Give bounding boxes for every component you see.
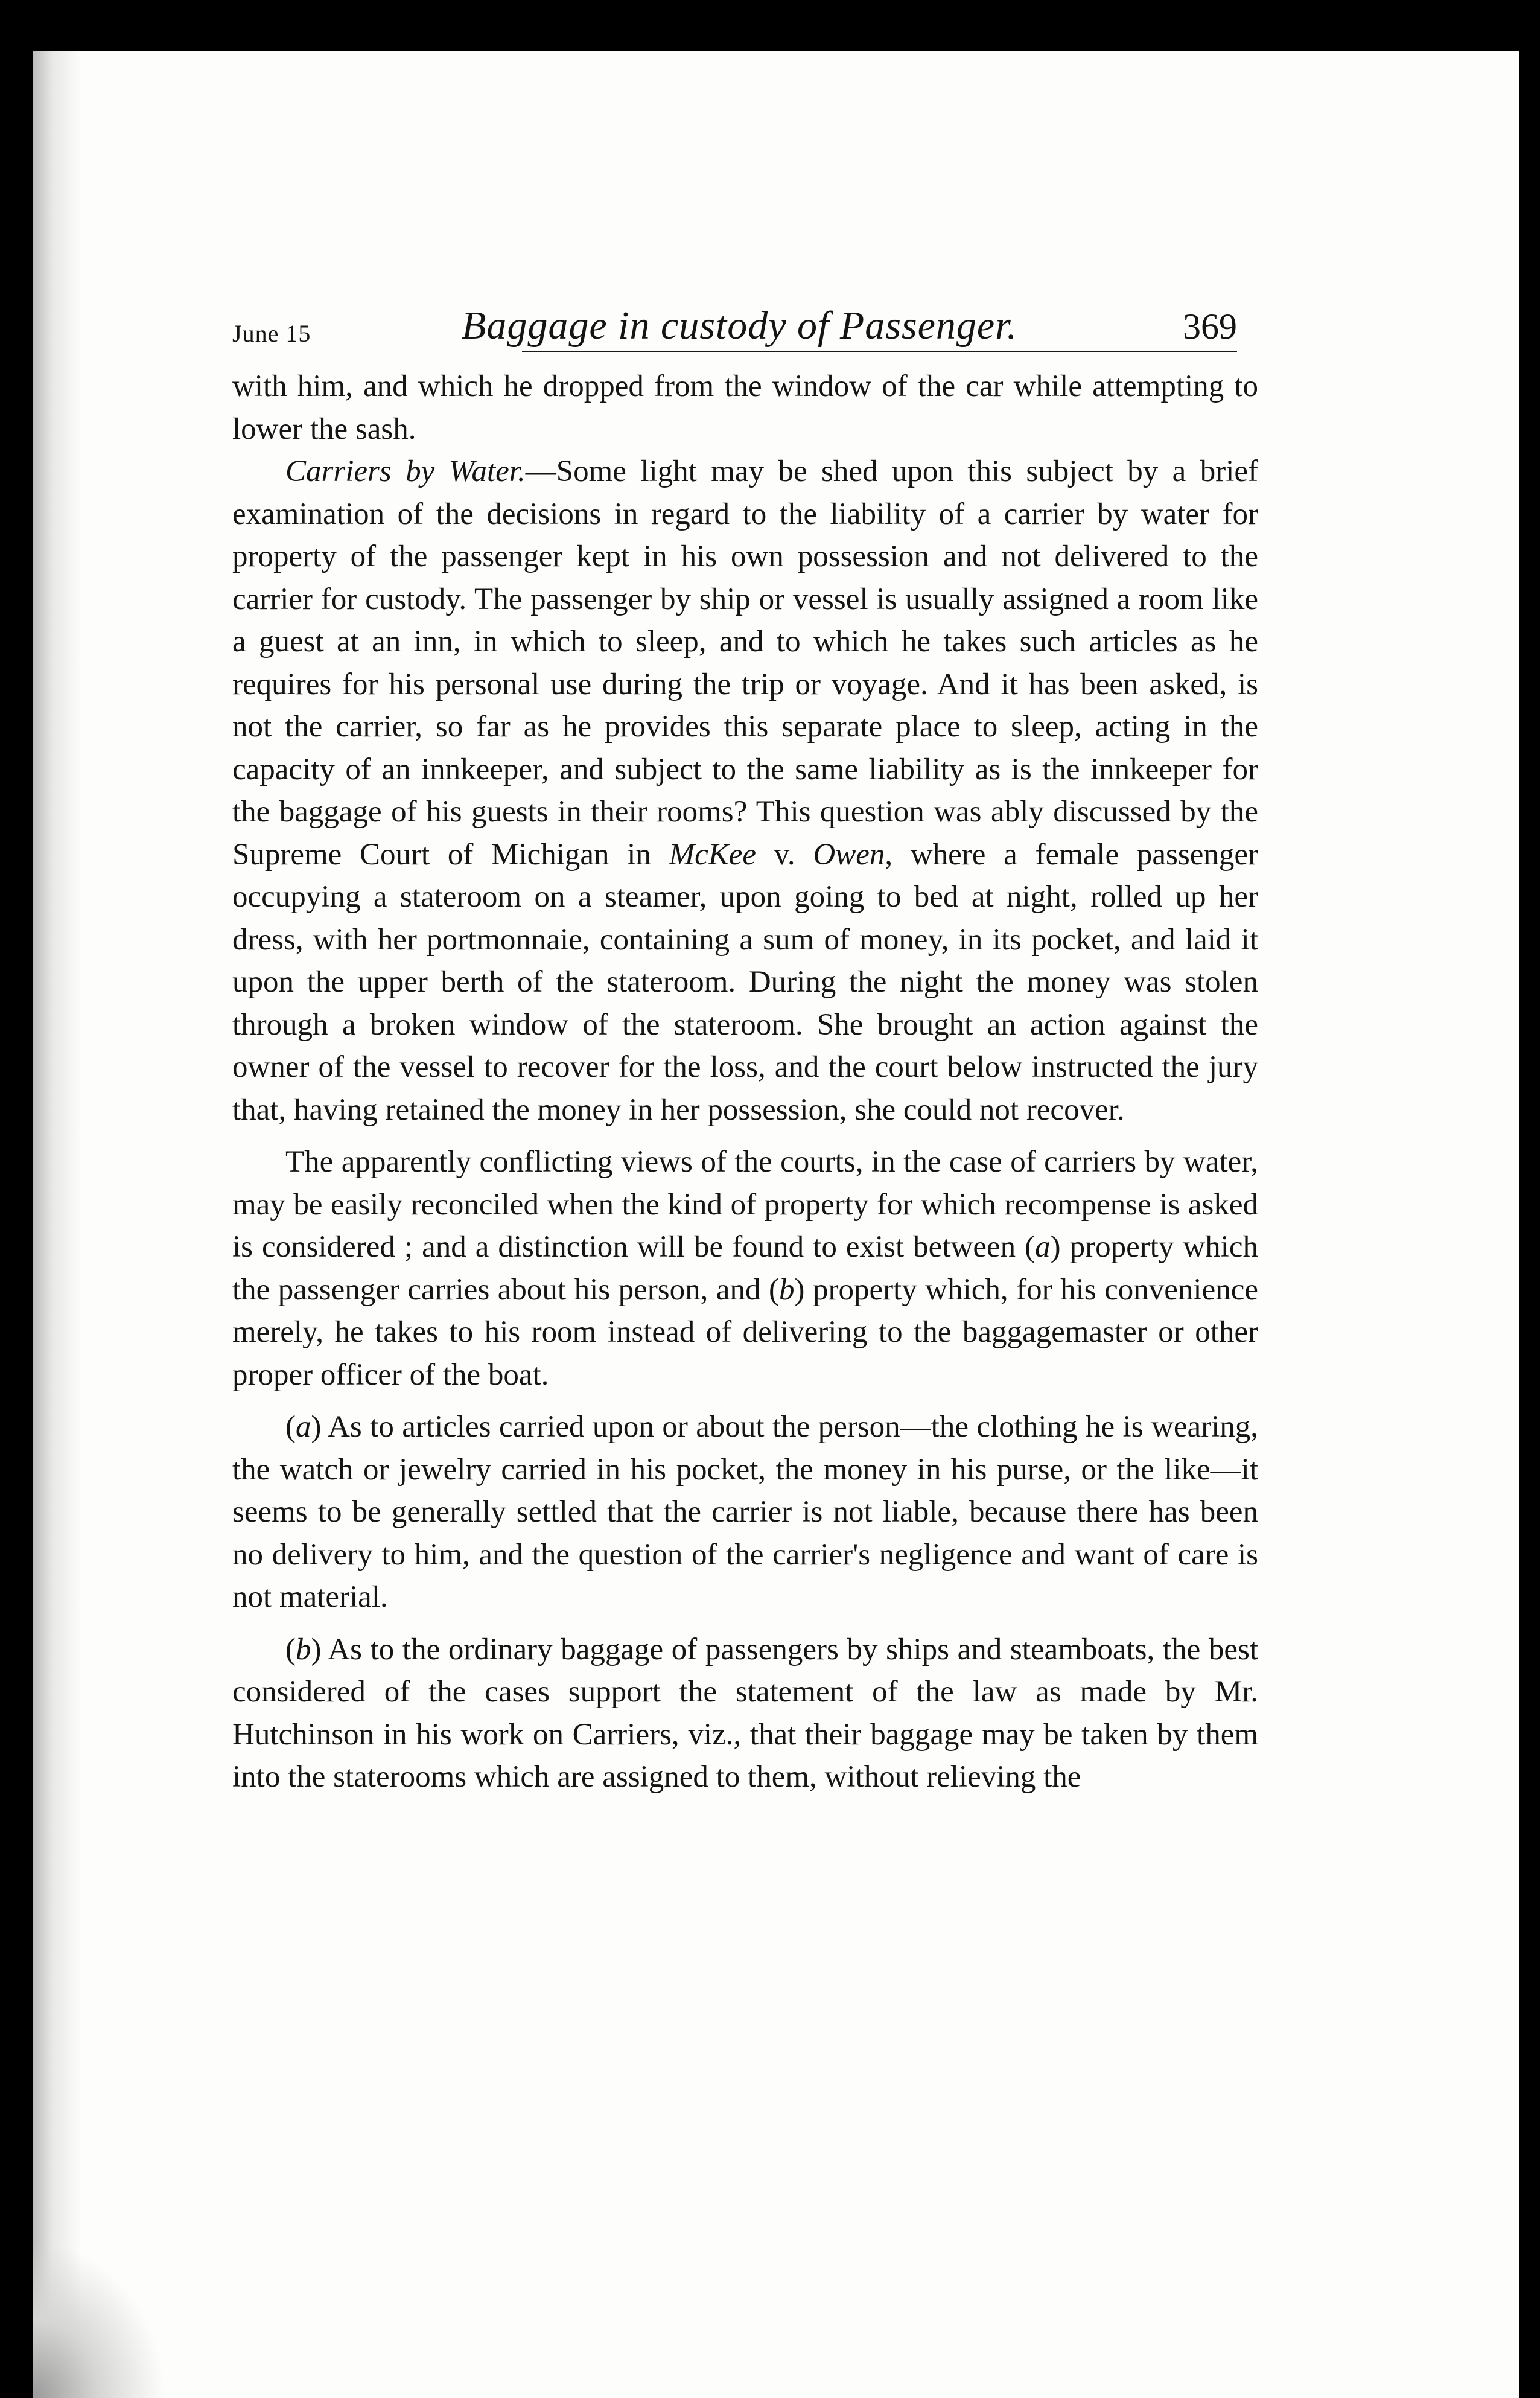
enum-letter: a — [1035, 1230, 1051, 1264]
running-header-title: Baggage in custody of Passenger. — [462, 304, 1018, 348]
text-run: ( — [285, 1410, 296, 1444]
page-number: 369 — [1183, 307, 1237, 346]
section-heading: Carriers by Water. — [285, 454, 526, 488]
page-binding-shadow — [33, 51, 81, 2398]
enum-letter: b — [295, 1632, 311, 1666]
text-run: ) property which the passenger carries about his person, and ( — [232, 1230, 1258, 1307]
case-name: Owen — [813, 837, 885, 872]
paragraph-point-a — [232, 1406, 1258, 1619]
text-run: —Some light may be shed upon this subject by a brief examination of the decisions in regard to the liability of a carrier by water for property of the passenger kept in his own possession and not delivered to the carrier for custody. The passenger by ship or vessel is usually assigned a room like a guest at an inn, in which to sleep, and to which he takes such articles as he requires for his personal use during the trip or voyage. And it has been asked, is not the carrier, so far as he provides this separate place to sleep, acting in the capacity of an innkeeper, and subject to the same liability as is the innkeeper for the baggage of his guests in their rooms? This question was ably discussed by the Supreme Court of Michigan in — [232, 454, 1259, 872]
running-header — [232, 296, 1237, 350]
text-run: v. — [756, 837, 813, 872]
paragraph-carriers-by-water — [232, 450, 1258, 1131]
header-rule — [522, 351, 1237, 352]
text-run: The apparently conflicting views of the courts, in the case of carriers by water, may be easily reconciled when the kind of property for which recompense is asked is considered ; and a distinction will be found to exist between ( — [232, 1145, 1258, 1264]
case-name: McKee — [669, 837, 757, 872]
body-text — [232, 365, 1258, 1799]
paragraph-continuation — [232, 365, 1258, 450]
paragraph-conflicting-views — [232, 1141, 1258, 1396]
text-run: ) As to articles carried upon or about the person—the clothing he is wearing, the watch or jewelry carried in his pocket, the money in his purse, or the like—it seems to be generally settled that the carrier is not liable, because there has been no delivery to him, and the question of the carrier's negligence and want of care is not material. — [232, 1410, 1258, 1614]
page-corner-shadow — [33, 2241, 166, 2398]
paragraph-point-b — [232, 1628, 1258, 1799]
text-run: with him, and which he dropped from the window of the car while attempting to lower the sash. — [232, 369, 1258, 446]
enum-letter: b — [778, 1272, 795, 1307]
text-run: ) property which, for his convenience merely, he takes to his room instead of delivering to the baggagemaster or other proper officer of the boat. — [232, 1272, 1258, 1392]
text-run: , where a female passenger occupying a stateroom on a steamer, upon going to bed at night, rolled up her dress, with her portmonnaie, containing a sum of money, in its pocket, and laid it upon the upper berth of the stateroom. During the night the money was stolen through a broken window of the stateroom. She brought an action against the owner of the vessel to recover for the loss, and the court below instructed the jury that, having retained the money in her possession, she could not recover. — [232, 837, 1258, 1127]
running-header-date: June 15 — [232, 320, 311, 347]
text-run: ( — [285, 1632, 296, 1666]
text-run: ) As to the ordinary baggage of passengers by ships and steamboats, the best considered of the cases support the statement of the law as made by Mr. Hutchinson in his work on Carriers, viz., that their baggage may be taken by them into the staterooms which are assigned to them, without relieving the — [232, 1632, 1258, 1794]
enum-letter: a — [295, 1410, 311, 1444]
